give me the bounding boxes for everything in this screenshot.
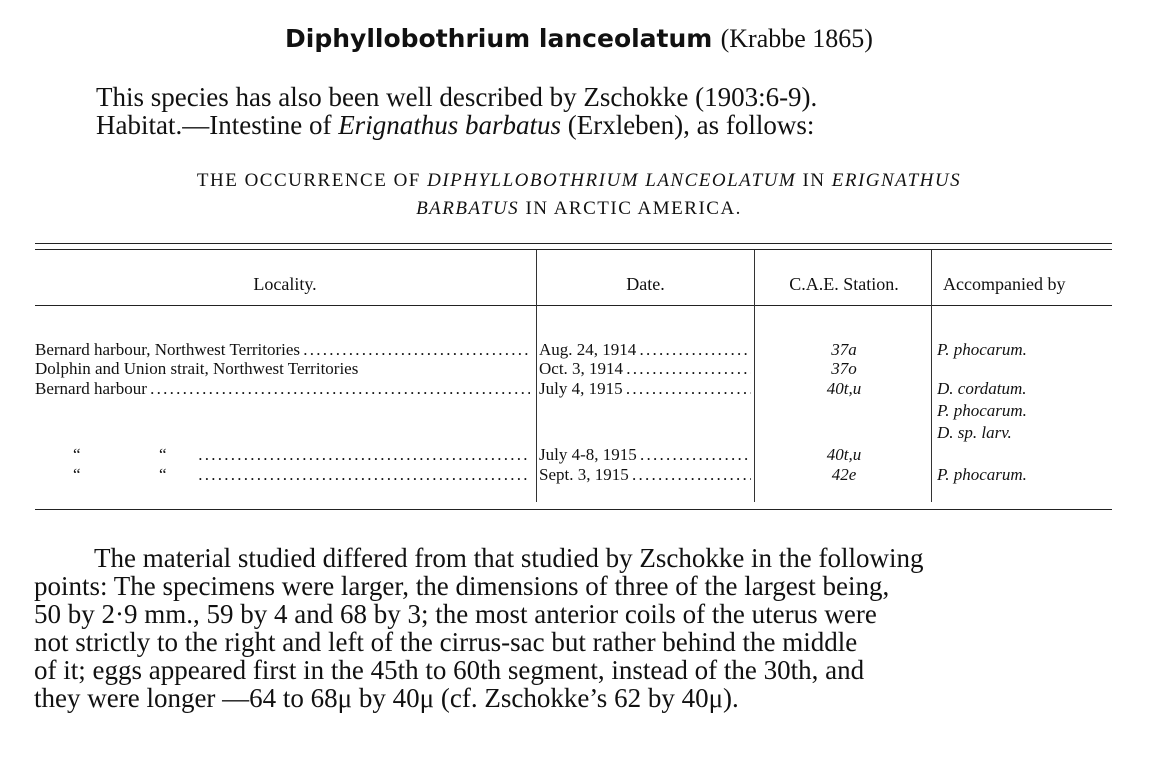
- date-text: Sept. 3, 1915: [539, 465, 629, 484]
- table-row: [35, 465, 530, 485]
- accompanied-cell: D. cordatum.: [937, 379, 1027, 398]
- header-station: C.A.E. Station.: [789, 274, 899, 294]
- section-title: [0, 24, 1158, 54]
- accompanied-cell: P. phocarum.: [937, 465, 1027, 484]
- table-caption-line-2: [0, 198, 1158, 220]
- station-text: 40t,u: [826, 379, 862, 398]
- ditto-mark: “: [159, 445, 167, 464]
- station-cell: [758, 465, 930, 485]
- table-row: [35, 379, 530, 399]
- date-cell: [539, 359, 751, 379]
- paragraph-line: points: The specimens were larger, the dimensions of three of the largest being,: [34, 571, 890, 601]
- caption-species: DIPHYLLOBOTHRIUM LANCEOLATUM: [427, 170, 797, 191]
- station-cell: [758, 379, 930, 399]
- station-cell: [758, 340, 930, 360]
- station-text: 37a: [831, 340, 857, 359]
- ditto-mark: “: [73, 445, 81, 464]
- intro-line-1: This species has also been well described by Zschokke (1903:6-9).: [96, 82, 818, 112]
- paragraph-line: The material studied differed from that studied by Zschokke in the following: [94, 543, 924, 573]
- ditto-mark: “: [159, 465, 167, 484]
- table-top-rule: [35, 243, 1112, 244]
- habitat-prefix: Habitat.—Intestine of: [96, 110, 339, 140]
- date-cell: [539, 465, 751, 485]
- date-text: Oct. 3, 1914: [539, 359, 624, 378]
- body-paragraph: [34, 544, 1126, 712]
- table-row: [35, 340, 530, 360]
- date-cell: [539, 445, 751, 465]
- locality-cell: Bernard harbour, Northwest Territories: [35, 340, 301, 359]
- table-row: [35, 359, 530, 379]
- date-cell: [539, 379, 751, 399]
- paragraph-line: they were longer —64 to 68μ by 40μ (cf. Zschokke’s 62 by 40μ).: [34, 683, 739, 713]
- locality-cell: Dolphin and Union strait, Northwest Territories: [35, 359, 359, 378]
- header-date: Date.: [626, 274, 665, 294]
- locality-cell: Bernard harbour: [35, 379, 147, 398]
- host-name: Erignathus barbatus: [338, 110, 561, 140]
- header-accompanied: Accompanied by: [943, 274, 1066, 294]
- table-bottom-rule: [35, 509, 1112, 510]
- paragraph-line: of it; eggs appeared first in the 45th to 60th segment, instead of the 30th, and: [34, 655, 865, 685]
- species-name: Diphyllobothrium lanceolatum: [285, 24, 713, 53]
- station-cell: [758, 359, 930, 379]
- table-caption-line-1: [0, 170, 1158, 192]
- habitat-suffix: (Erxleben), as follows:: [560, 110, 815, 140]
- intro-line-2: [96, 110, 814, 141]
- header-locality: Locality.: [253, 274, 317, 294]
- table-row: [35, 445, 530, 465]
- accompanied-cell: P. phocarum.: [937, 340, 1027, 359]
- caption-host: ERIGNATHUS: [831, 170, 962, 191]
- header-rule: [35, 305, 1112, 306]
- caption-text: IN ARCTIC AMERICA.: [519, 198, 742, 219]
- caption-text: THE OCCURRENCE OF: [196, 170, 428, 191]
- accompanied-cell: D. sp. larv.: [937, 423, 1012, 442]
- table-top-rule-2: [35, 249, 1112, 250]
- station-text: 37o: [831, 359, 857, 378]
- column-divider: [754, 250, 755, 502]
- station-text: 42e: [831, 465, 857, 484]
- paragraph-line: not strictly to the right and left of the cirrus-sac but rather behind the middle: [34, 627, 858, 657]
- station-cell: [758, 445, 930, 465]
- date-text: Aug. 24, 1914: [539, 340, 637, 359]
- station-text: 40t,u: [826, 445, 862, 464]
- ditto-mark: “: [73, 465, 81, 484]
- caption-text: IN: [796, 170, 832, 191]
- date-text: July 4, 1915: [539, 379, 623, 398]
- date-text: July 4-8, 1915: [539, 445, 637, 464]
- accompanied-cell: P. phocarum.: [937, 401, 1027, 420]
- species-authority: (Krabbe 1865): [720, 24, 873, 53]
- caption-host: BARBATUS: [416, 198, 520, 219]
- paragraph-line: 50 by 2·9 mm., 59 by 4 and 68 by 3; the most anterior coils of the uterus were: [34, 599, 877, 629]
- date-cell: [539, 340, 751, 360]
